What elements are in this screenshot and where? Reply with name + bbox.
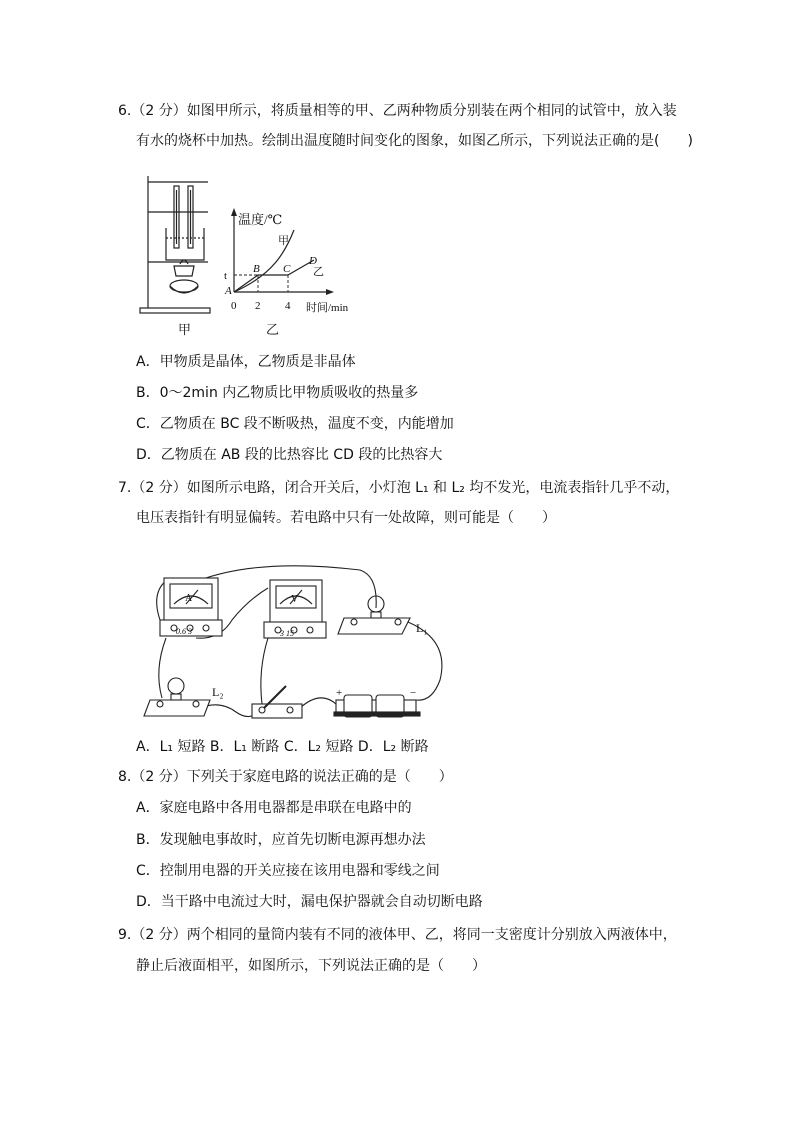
q7-stem-line1: 7.（2 分）如图所示电路，闭合开关后，小灯泡 L₁ 和 L₂ 均不发光，电流表指针几乎不动， bbox=[118, 480, 680, 496]
q9-stem-line2: 静止后液面相平，如图所示，下列说法正确的是（ ） bbox=[136, 958, 486, 974]
battery-plus-label: + bbox=[336, 687, 343, 699]
ammeter-terminal-labels: 0.6 3 bbox=[176, 627, 192, 636]
q6-option-b: B．0～2min 内乙物质比甲物质吸收的热量多 bbox=[136, 385, 419, 401]
battery-minus-label: − bbox=[410, 687, 417, 699]
point-b-label: B bbox=[253, 263, 260, 275]
q7-stem-line2: 电压表指针有明显偏转。若电路中只有一处故障，则可能是（ ） bbox=[136, 510, 556, 526]
point-c-label: C bbox=[283, 263, 291, 275]
ammeter-symbol: A bbox=[185, 593, 193, 604]
q9-stem-line1: 9.（2 分）两个相同的量筒内装有不同的液体甲、乙，将同一支密度计分别放入两液体中， bbox=[118, 927, 677, 943]
q6-option-d: D．乙物质在 AB 段的比热容比 CD 段的比热容大 bbox=[136, 447, 443, 463]
q8-option-b: B．发现触电事故时，应首先切断电源再想办法 bbox=[136, 832, 426, 848]
q8-option-a: A．家庭电路中各用电器都是串联在电路中的 bbox=[136, 800, 412, 816]
q6-option-c: C．乙物质在 BC 段不断吸热，温度不变，内能增加 bbox=[136, 416, 454, 432]
graph-ylabel: 温度/℃ bbox=[238, 212, 283, 227]
q7-circuit-figure bbox=[140, 560, 470, 730]
t-label: t bbox=[224, 270, 228, 282]
tick-4-label: 4 bbox=[285, 300, 291, 312]
q8-option-d: D．当干路中电流过大时，漏电保护器就会自动切断电路 bbox=[136, 894, 483, 910]
q8-stem: 8.（2 分）下列关于家庭电路的说法正确的是（ ） bbox=[118, 769, 453, 785]
curve-yi-label: 乙 bbox=[313, 266, 324, 278]
q7-options-row bbox=[136, 737, 696, 757]
q7-option-b: B．L₁ 断路 bbox=[209, 739, 280, 755]
q7-option-d: D．L₂ 断路 bbox=[357, 739, 429, 755]
heating-apparatus-illustration bbox=[140, 176, 210, 313]
q7-option-c: C．L₂ 短路 bbox=[283, 739, 354, 755]
q7-option-a: A．L₁ 短路 bbox=[136, 739, 206, 755]
lamp-l2-label: L₂ bbox=[212, 685, 224, 699]
voltmeter-terminal-labels: 3 15 bbox=[280, 629, 294, 638]
q6-figure bbox=[136, 168, 376, 344]
origin-label: 0 bbox=[231, 300, 237, 312]
point-d-label: D bbox=[309, 255, 317, 267]
lamp-l1-label: L₁ bbox=[416, 621, 428, 635]
q6-stem-line2: 有水的烧杯中加热。绘制出温度随时间变化的图象，如图乙所示，下列说法正确的是( ) bbox=[136, 133, 693, 149]
point-a-label: A bbox=[225, 285, 232, 297]
q6-stem-line1: 6.（2 分）如图甲所示，将质量相等的甲、乙两种物质分别装在两个相同的试管中，放入装 bbox=[118, 103, 677, 119]
voltmeter-symbol: V bbox=[291, 594, 299, 605]
apparatus-caption: 甲 bbox=[178, 322, 192, 337]
q6-option-a: A．甲物质是晶体，乙物质是非晶体 bbox=[136, 354, 356, 370]
tick-2-label: 2 bbox=[255, 300, 261, 312]
q8-option-c: C．控制用电器的开关应接在该用电器和零线之间 bbox=[136, 863, 440, 879]
graph-xlabel: 时间/min bbox=[306, 302, 349, 314]
graph-caption: 乙 bbox=[266, 322, 280, 337]
curve-jia-label: 甲 bbox=[278, 235, 289, 247]
